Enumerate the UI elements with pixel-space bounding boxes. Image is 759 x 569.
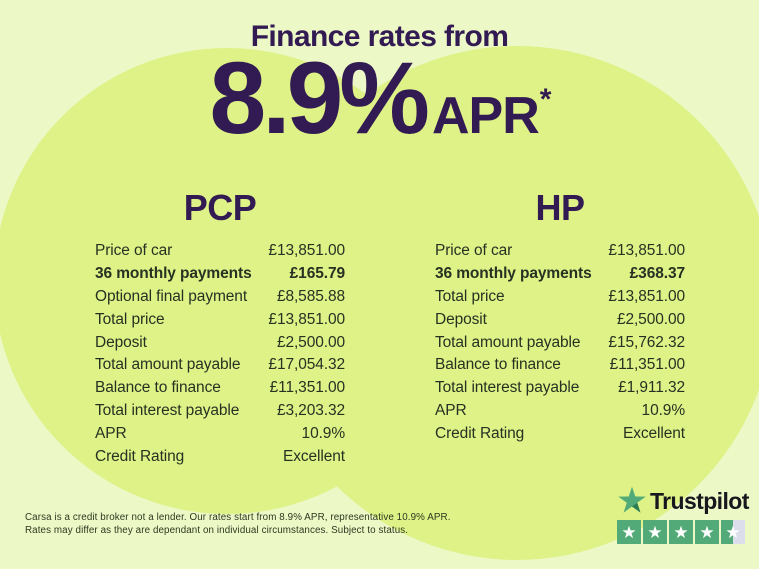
table-row bbox=[435, 240, 685, 263]
row-label: Total interest payable bbox=[435, 379, 580, 397]
row-value: £368.37 bbox=[629, 265, 685, 283]
row-label: Deposit bbox=[435, 310, 487, 328]
star-icon: ★ bbox=[617, 520, 641, 544]
row-value: £11,351.00 bbox=[609, 356, 685, 374]
asterisk-footnote-marker: * bbox=[539, 83, 551, 116]
hp-finance-table bbox=[435, 188, 685, 445]
row-label: Credit Rating bbox=[95, 447, 185, 465]
row-value: 10.9% bbox=[641, 401, 685, 419]
row-value: Excellent bbox=[283, 447, 345, 465]
table-row bbox=[435, 263, 685, 286]
row-value: £11,351.00 bbox=[269, 379, 345, 397]
pcp-finance-table bbox=[95, 188, 345, 468]
row-label: Total price bbox=[95, 310, 165, 328]
row-label: Total price bbox=[435, 287, 505, 305]
disclaimer-line-2: Rates may differ as they are dependant on individual circumstances. Subject to status. bbox=[25, 525, 409, 537]
table-row bbox=[95, 331, 345, 354]
row-label: Total interest payable bbox=[95, 401, 240, 419]
table-row bbox=[435, 377, 685, 400]
row-label: Optional final payment bbox=[95, 287, 248, 305]
row-value: £15,762.32 bbox=[608, 333, 685, 351]
row-value: £2,500.00 bbox=[276, 333, 345, 351]
table-row bbox=[95, 240, 345, 263]
row-label: Credit Rating bbox=[435, 424, 525, 442]
row-label: Total amount payable bbox=[435, 333, 581, 351]
banner-title: Finance rates from bbox=[250, 20, 509, 53]
row-label: 36 monthly payments bbox=[95, 265, 252, 283]
row-label: Balance to finance bbox=[435, 356, 561, 374]
row-label: Price of car bbox=[95, 242, 173, 260]
table-row bbox=[95, 377, 345, 400]
table-row bbox=[95, 354, 345, 377]
row-value: £13,851.00 bbox=[268, 242, 345, 260]
table-row bbox=[95, 422, 345, 445]
row-label: Price of car bbox=[435, 242, 513, 260]
table-row bbox=[95, 263, 345, 286]
star-icon: ★ bbox=[695, 520, 719, 544]
star-icon: ★ bbox=[669, 520, 693, 544]
row-value: £13,851.00 bbox=[608, 242, 685, 260]
table-row bbox=[435, 400, 685, 423]
rate-value: 8.9% bbox=[209, 41, 426, 155]
row-label: Balance to finance bbox=[95, 379, 221, 397]
row-value: £13,851.00 bbox=[268, 310, 345, 328]
trustpilot-rating-stars bbox=[617, 520, 747, 544]
half-star-icon: ★ bbox=[721, 520, 745, 544]
row-value: Excellent bbox=[623, 424, 685, 442]
row-label: Total amount payable bbox=[95, 356, 241, 374]
trustpilot-star-icon bbox=[617, 486, 647, 516]
table-row bbox=[435, 331, 685, 354]
row-label: 36 monthly payments bbox=[435, 265, 592, 283]
table-row bbox=[95, 400, 345, 423]
table-row bbox=[95, 445, 345, 468]
disclaimer-line-1: Carsa is a credit broker not a lender. Our rates start from 8.9% APR, representative 10.9% APR. bbox=[25, 512, 451, 523]
table-row bbox=[435, 422, 685, 445]
table-row bbox=[435, 308, 685, 331]
row-label: APR bbox=[95, 424, 127, 442]
rate-apr-label bbox=[426, 83, 551, 146]
row-value: £17,054.32 bbox=[268, 356, 345, 374]
row-value: £1,911.32 bbox=[618, 379, 685, 397]
trustpilot-logo bbox=[617, 486, 747, 516]
table-row bbox=[435, 286, 685, 309]
pcp-rows bbox=[95, 240, 345, 468]
star-icon: ★ bbox=[643, 520, 667, 544]
row-label: APR bbox=[435, 401, 467, 419]
legal-disclaimer bbox=[25, 511, 455, 537]
row-value: 10.9% bbox=[301, 424, 345, 442]
table-row bbox=[95, 308, 345, 331]
headline-rate bbox=[0, 41, 759, 155]
table-row bbox=[95, 286, 345, 309]
trustpilot-widget bbox=[617, 486, 747, 544]
hp-header: HP bbox=[535, 187, 585, 228]
pcp-header: PCP bbox=[183, 187, 257, 228]
row-value: £13,851.00 bbox=[608, 287, 685, 305]
row-label: Deposit bbox=[95, 333, 147, 351]
row-value: £2,500.00 bbox=[616, 310, 685, 328]
table-row bbox=[435, 354, 685, 377]
row-value: £8,585.88 bbox=[276, 287, 345, 305]
hp-rows bbox=[435, 240, 685, 445]
row-value: £3,203.32 bbox=[276, 401, 345, 419]
trustpilot-brand-text: Trustpilot bbox=[650, 488, 749, 514]
row-value: £165.79 bbox=[289, 265, 345, 283]
apr-text: APR bbox=[432, 87, 539, 145]
